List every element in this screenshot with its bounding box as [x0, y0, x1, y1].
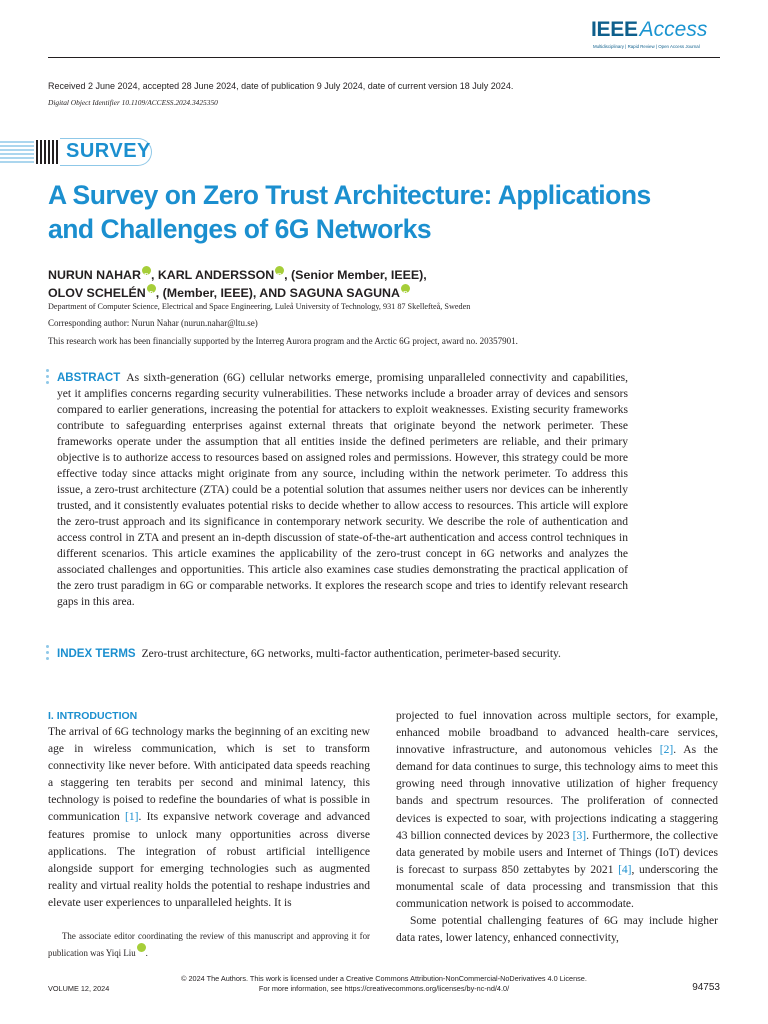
section-heading: I. INTRODUCTION [48, 710, 138, 722]
abstract-dots-icon [46, 369, 49, 387]
author-role: , (Senior Member, IEEE), [284, 268, 427, 282]
corresponding-author: Corresponding author: Nurun Nahar (nurun.nahar@ltu.se) [48, 318, 258, 328]
funding-note: This research work has been financially supported by the Interreg Aurora program and the Arctic 6G project, award no. 20357901. [48, 336, 518, 346]
doi: Digital Object Identifier 10.1109/ACCESS.2024.3425350 [48, 98, 218, 107]
logo-tagline: Multidisciplinary | Rapid Review | Open Access Journal [593, 44, 700, 49]
footnote-text: The associate editor coordinating the review of this manuscript and approving it for publication was Yiqi Liu [48, 931, 370, 958]
intro-paragraph-1-cont [396, 708, 718, 913]
paragraph-text: The arrival of 6G technology marks the beginning of an exciting new age in wireless communication, which is set to transform connectivity like never before. With anticipated data speeds reaching a staggering ten terabits per second and minimal latency, this technology is poised to redefine the boundaries of what is possible in communication [48, 726, 370, 824]
journal-logo [591, 18, 721, 50]
editor-footnote [48, 929, 370, 960]
index-terms-text: Zero-trust architecture, 6G networks, multi-factor authentication, perimeter-based security. [141, 648, 561, 660]
author-name: OLOV SCHELÉN [48, 286, 146, 300]
author-name: , KARL ANDERSSON [150, 268, 275, 282]
body-column-right [396, 708, 718, 947]
orcid-icon[interactable] [147, 284, 156, 293]
license-line-1: © 2024 The Authors. This work is licensed under a Creative Commons Attribution-NonCommercial-NoDerivatives 4.0 License. [181, 974, 587, 983]
orcid-icon[interactable] [142, 266, 151, 275]
paragraph-text: . Furthermore, the collective data generated by mobile users and Internet of Things (IoT) devices is forecast to surpass 850 zettabytes by 2021 [396, 829, 718, 876]
license-line-2[interactable]: For more information, see https://creativecommons.org/licenses/by-nc-nd/4.0/ [258, 984, 510, 993]
author-role: , (Member, IEEE), AND SAGUNA SAGUNA [155, 286, 400, 300]
paragraph-text: . Its expansive network coverage and advanced features promise to unlock many opportunities across diverse applications. The integration of robust artificial intelligence alongside support for emerging technologies such as augmented reality and virtual reality holds the potential to reshape industries and elevate user experiences to unparalleled heights. It is [48, 811, 371, 909]
title-line-1: A Survey on Zero Trust Architecture: Applications [48, 180, 651, 210]
index-terms-label: INDEX TERMS [57, 648, 136, 660]
orcid-icon[interactable] [275, 266, 284, 275]
citation-link[interactable]: [4] [618, 863, 632, 876]
paragraph-text: . As the demand for data continues to surge, this technology aims to meet this growing need through innovative utilization of higher frequency bands and spectrum resources. The proliferation of connected devices is expected to soar, with projections indicating a staggering 43 billion connected devices by 2023 [396, 744, 718, 842]
paragraph-text: , underscoring the monumental scale of data processing and transmission that this communication network is poised to accommodate. [396, 863, 718, 911]
volume-label: VOLUME 12, 2024 [48, 984, 110, 993]
body-column-left [48, 709, 370, 912]
paper-title [48, 178, 688, 246]
license-notice [0, 974, 768, 994]
abstract-label: ABSTRACT [57, 372, 121, 384]
index-terms-dots-icon [46, 645, 49, 663]
citation-link[interactable]: [2] [659, 744, 674, 757]
paragraph-text: projected to fuel innovation across multiple sectors, for example, enhanced mobile broadband to advanced health-care services, innovative infrastructure, and autonomous vehicles [396, 710, 718, 757]
citation-link[interactable]: [3] [572, 829, 587, 842]
survey-stripes-icon [0, 137, 62, 167]
orcid-icon[interactable] [137, 943, 146, 952]
logo-access-text: Access [639, 18, 708, 41]
orcid-icon[interactable] [401, 284, 410, 293]
header-divider [48, 57, 720, 58]
intro-paragraph-1 [48, 724, 370, 912]
author-line-1 [48, 266, 688, 284]
citation-link[interactable]: [1] [125, 811, 139, 824]
author-line-2 [48, 284, 688, 302]
abstract-text: As sixth-generation (6G) cellular networks emerge, promising unparalleled connectivity and capabilities, yet it amplifies concerns regarding security vulnerabilities. These networks include a broader array of devices and sensors compared to earlier generations, increasing the potential for attackers to exploit weaknesses. Existing security frameworks contribute to safeguarding enterprises against external threats that originate beyond the network perimeter. These frameworks operate under the assumption that all entities inside the defined perimeters are reliable, and their primary objective is to authorize access to resources based on assigned roles and permissions. However, this strategy could be more effective today since attacks might originate from any source, including within the network perimeter. To address this issue, a zero-trust architecture (ZTA) could be a potential solution that assumes neither users nor devices can be inherently trusted, and it consistently evaluates potential risks to decide whether to allow access to resources. This article will explore the zero-trust approach and its significance in contemporary network security. We describe the role of authentication and access control in ZTA and present an in-depth discussion of state-of-the-art authentication and access control techniques in different scenarios. This article examines the applicability of the zero-trust concept in 6G networks and analyzes the associated challenges and opportunities. This article also examines case studies demonstrating the practical application of the zero trust paradigm in 6G or comparable networks. It explores the research scope and tries to identify relevant research gaps in this area. [57, 372, 628, 608]
logo-ieee-text: IEEE [591, 18, 638, 41]
article-type-badge: SURVEY [66, 140, 151, 162]
index-terms [57, 646, 697, 662]
intro-paragraph-2: Some potential challenging features of 6G may include higher data rates, lower latency, enhanced connectivity, [396, 915, 718, 945]
page-number: 94753 [692, 982, 720, 993]
abstract [57, 370, 628, 610]
affiliation: Department of Computer Science, Electrical and Space Engineering, Luleå University of Technology, 931 87 Skellefteå, Sweden [48, 302, 471, 311]
received-dates: Received 2 June 2024, accepted 28 June 2024, date of publication 9 July 2024, date of current version 18 July 2024. [48, 81, 514, 91]
author-name: NURUN NAHAR [48, 268, 141, 282]
author-list [48, 266, 688, 302]
title-line-2: and Challenges of 6G Networks [48, 214, 432, 244]
